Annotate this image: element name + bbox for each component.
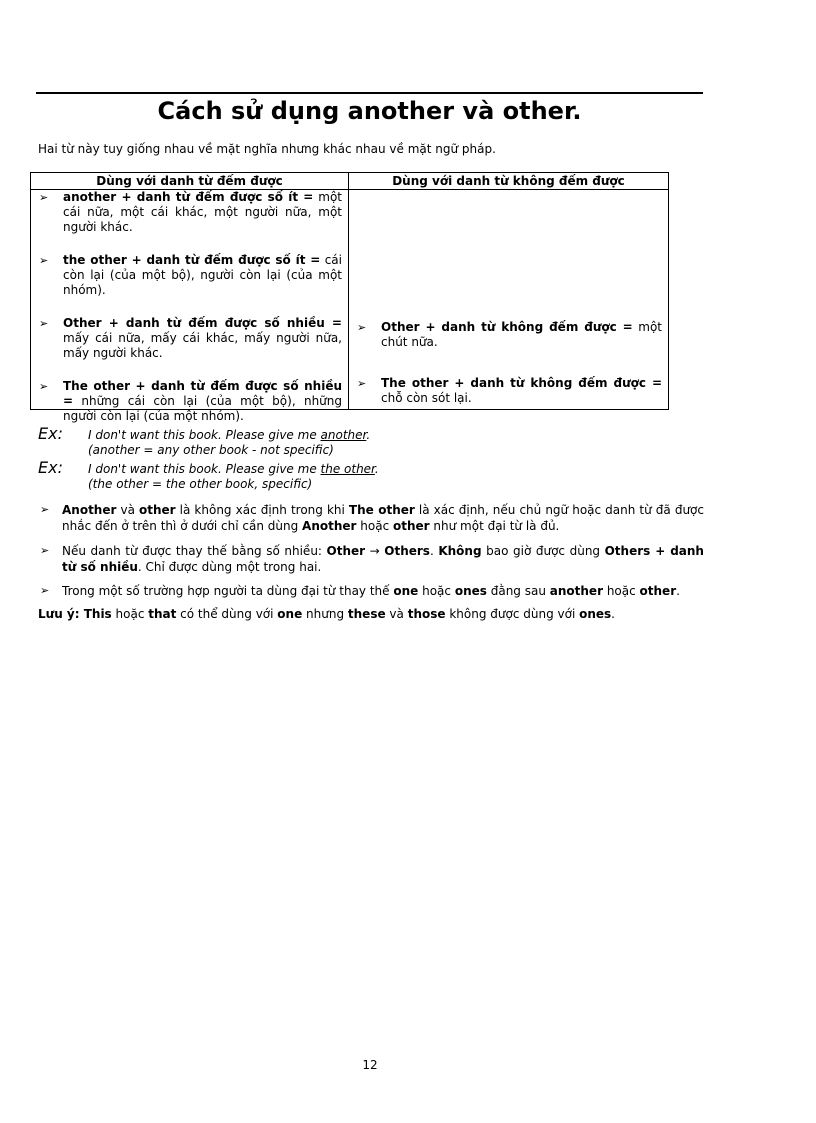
- list-item: ➢ the other + danh từ đếm được số ít = cái còn lại (của một bộ), người còn lại (của một nhóm).: [39, 253, 342, 297]
- bullet-arrow-icon: ➢: [39, 191, 49, 204]
- list-item: ➢ The other + danh từ không đếm được = chỗ còn sót lại.: [357, 376, 662, 405]
- uncountable-cell: [349, 190, 669, 410]
- note-3: ➢ Trong một số trường hợp người ta dùng đại từ thay thế one hoặc ones đằng sau another hoặc other.: [40, 584, 680, 598]
- list-item: ➢ another + danh từ đếm được số ít = một cái nữa, một cái khác, một người nữa, một người khác.: [39, 190, 343, 234]
- bullet-arrow-icon: ➢: [40, 584, 50, 597]
- page-number: 12: [362, 1058, 378, 1072]
- luu-y-note: Lưu ý: This hoặc that có thể dùng với one nhưng these và those không được dùng với ones.: [38, 607, 615, 621]
- bullet-arrow-icon: ➢: [39, 254, 49, 267]
- header-uncountable: Dùng với danh từ không đếm được: [349, 173, 669, 190]
- example-label: Ex:: [38, 458, 63, 477]
- list-item: ➢ Other + danh từ đếm được số nhiều = mấy cái nữa, mấy cái khác, mấy người nữa, mấy người khác.: [39, 316, 342, 360]
- bullet-arrow-icon: ➢: [40, 544, 50, 557]
- bullet-arrow-icon: ➢: [357, 321, 367, 334]
- note-2: ➢ Nếu danh từ được thay thế bằng số nhiều: Other → Others. Không bao giờ được dùng Others + danh từ số nhiều. Chỉ được dùng một trong hai.: [40, 544, 704, 574]
- note-1: ➢ Another và other là không xác định trong khi The other là xác định, nếu chủ ngữ hoặc danh từ đã được nhắc đến ở trên thì ở dưới chỉ cần dùng Another hoặc other như một đại từ là đủ.: [40, 503, 705, 533]
- bullet-arrow-icon: ➢: [39, 380, 49, 393]
- list-item: ➢ Other + danh từ không đếm được = một chút nữa.: [357, 320, 662, 349]
- countable-cell: [31, 190, 349, 423]
- table-row: [31, 190, 669, 410]
- bullet-arrow-icon: ➢: [357, 377, 367, 390]
- bullet-arrow-icon: ➢: [39, 317, 49, 330]
- example-label: Ex:: [38, 424, 63, 443]
- usage-table: [30, 172, 669, 423]
- intro-text: Hai từ này tuy giống nhau về mặt nghĩa nhưng khác nhau về mặt ngữ pháp.: [38, 142, 496, 156]
- header-countable: Dùng với danh từ đếm được: [31, 173, 349, 190]
- table-header-row: [31, 173, 669, 190]
- bullet-arrow-icon: ➢: [40, 503, 50, 516]
- page-title: Cách sử dụng another và other.: [157, 97, 582, 125]
- list-item: ➢ The other + danh từ đếm được số nhiều = những cái còn lại (của một bộ), những người còn lại (của một nhóm).: [39, 379, 342, 423]
